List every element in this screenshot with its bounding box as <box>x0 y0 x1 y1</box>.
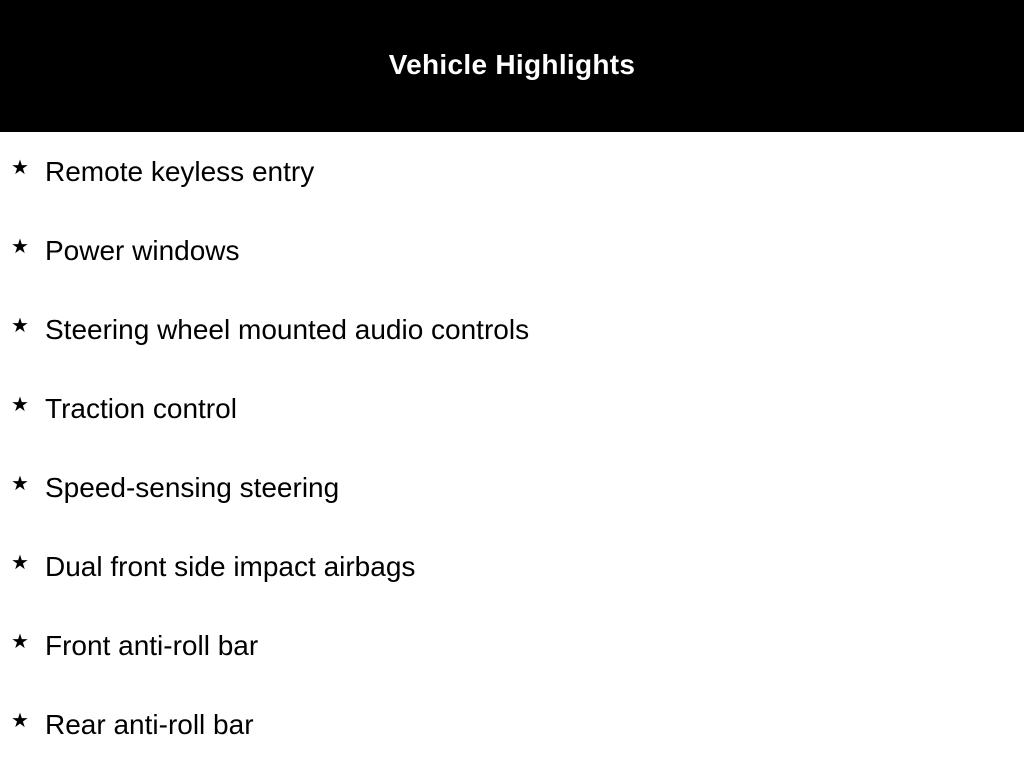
page-title: Vehicle Highlights <box>388 49 636 80</box>
star-icon: ★ <box>11 313 29 337</box>
star-icon: ★ <box>11 471 29 495</box>
star-icon: ★ <box>11 708 29 732</box>
list-item-label: Remote keyless entry <box>45 156 315 187</box>
highlights-list <box>0 132 1024 768</box>
list-item-label: Steering wheel mounted audio controls <box>45 314 530 345</box>
list-item-label: Power windows <box>45 235 240 266</box>
star-icon: ★ <box>11 155 29 179</box>
star-icon: ★ <box>11 392 29 416</box>
list-item-label: Front anti-roll bar <box>45 630 259 661</box>
star-icon: ★ <box>11 550 29 574</box>
list-item-label: Traction control <box>45 393 237 424</box>
star-icon: ★ <box>11 234 29 258</box>
header-bar <box>0 0 1024 132</box>
star-icon: ★ <box>11 629 29 653</box>
list-item-label: Rear anti-roll bar <box>45 709 254 740</box>
list-item-label: Dual front side impact airbags <box>45 551 416 582</box>
list-item-label: Speed-sensing steering <box>45 472 340 503</box>
